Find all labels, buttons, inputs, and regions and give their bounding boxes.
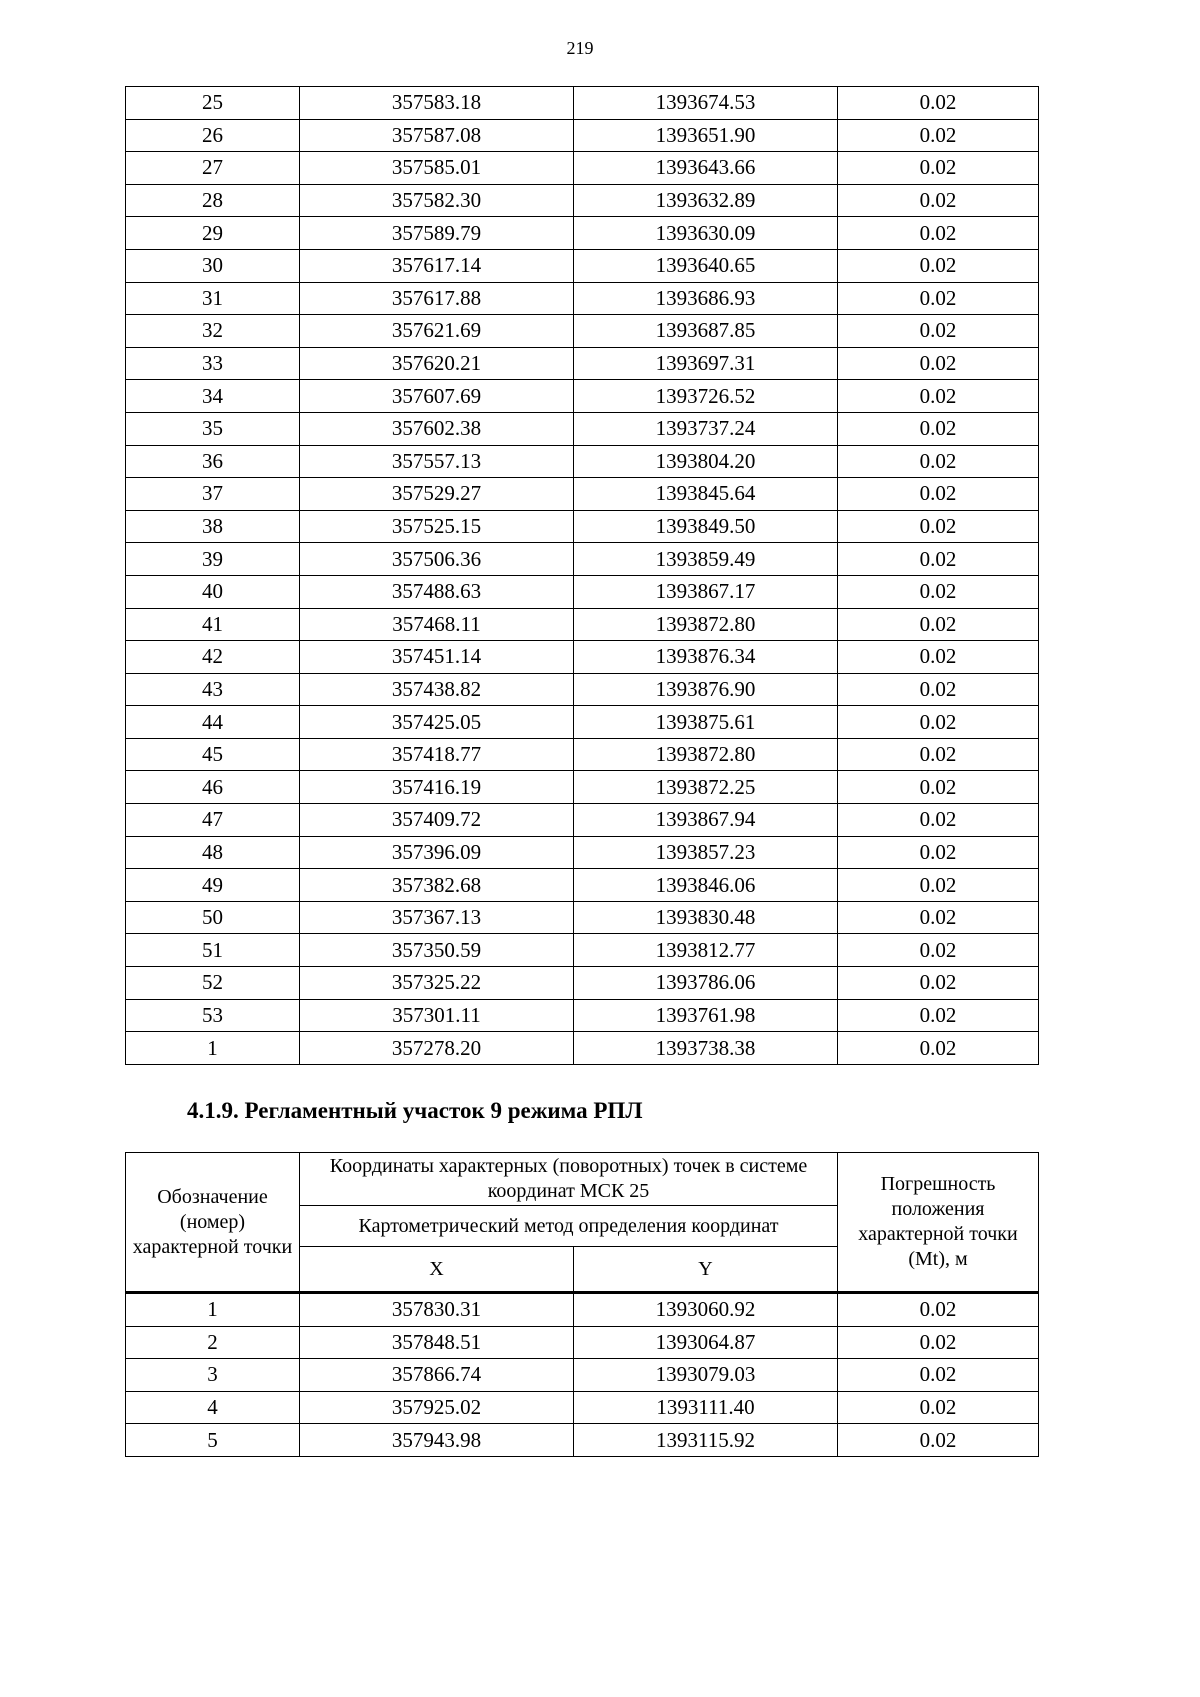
error-cell: 0.02 <box>838 1294 1039 1327</box>
x-coordinate-cell: 357830.31 <box>300 1294 574 1327</box>
x-coordinate-cell: 357416.19 <box>300 771 574 804</box>
x-coordinate-cell: 357617.88 <box>300 282 574 315</box>
table-row <box>126 706 1039 739</box>
error-cell: 0.02 <box>838 804 1039 837</box>
x-coordinate-cell: 357529.27 <box>300 478 574 511</box>
y-coordinate-cell: 1393697.31 <box>574 347 838 380</box>
table-row <box>126 87 1039 120</box>
point-number-cell: 3 <box>126 1359 300 1392</box>
x-coordinate-cell: 357621.69 <box>300 315 574 348</box>
x-coordinate-cell: 357557.13 <box>300 445 574 478</box>
point-number-cell: 26 <box>126 119 300 152</box>
error-cell: 0.02 <box>838 1391 1039 1424</box>
table-row <box>126 934 1039 967</box>
y-coordinate-cell: 1393115.92 <box>574 1424 838 1457</box>
y-coordinate-cell: 1393630.09 <box>574 217 838 250</box>
error-cell: 0.02 <box>838 184 1039 217</box>
point-number-cell: 27 <box>126 152 300 185</box>
point-number-cell: 39 <box>126 543 300 576</box>
y-coordinate-cell: 1393872.80 <box>574 608 838 641</box>
table-row <box>126 836 1039 869</box>
error-cell: 0.02 <box>838 347 1039 380</box>
point-number-cell: 50 <box>126 901 300 934</box>
table-row <box>126 543 1039 576</box>
table-row <box>126 1359 1039 1392</box>
error-cell: 0.02 <box>838 315 1039 348</box>
point-number-cell: 43 <box>126 673 300 706</box>
point-number-cell: 51 <box>126 934 300 967</box>
error-cell: 0.02 <box>838 412 1039 445</box>
x-coordinate-cell: 357425.05 <box>300 706 574 739</box>
point-number-cell: 29 <box>126 217 300 250</box>
table-row <box>126 869 1039 902</box>
error-cell: 0.02 <box>838 445 1039 478</box>
point-number-cell: 45 <box>126 738 300 771</box>
table-row <box>126 804 1039 837</box>
error-header: Погрешность положения характерной точки (Mt), м <box>838 1153 1039 1293</box>
x-coordinate-cell: 357617.14 <box>300 249 574 282</box>
point-designation-header: Обозначение (номер) характерной точки <box>126 1153 300 1293</box>
error-cell: 0.02 <box>838 673 1039 706</box>
table-row <box>126 771 1039 804</box>
error-cell: 0.02 <box>838 282 1039 315</box>
coordinates-system-header: Координаты характерных (поворотных) точек в системе координат МСК 25 <box>300 1153 838 1206</box>
x-coordinate-cell: 357325.22 <box>300 967 574 1000</box>
y-column-header: Y <box>574 1247 838 1293</box>
table-row <box>126 1032 1039 1065</box>
table-row <box>126 445 1039 478</box>
x-coordinate-cell: 357382.68 <box>300 869 574 902</box>
coordinates-table-header <box>125 1152 1039 1293</box>
point-number-cell: 4 <box>126 1391 300 1424</box>
page-number: 219 <box>566 38 594 58</box>
point-number-cell: 46 <box>126 771 300 804</box>
error-cell: 0.02 <box>838 380 1039 413</box>
table-row <box>126 510 1039 543</box>
y-coordinate-cell: 1393867.94 <box>574 804 838 837</box>
point-number-cell: 49 <box>126 869 300 902</box>
error-cell: 0.02 <box>838 1326 1039 1359</box>
y-coordinate-cell: 1393737.24 <box>574 412 838 445</box>
y-coordinate-cell: 1393849.50 <box>574 510 838 543</box>
coordinates-table-continued <box>125 86 1039 1065</box>
error-cell: 0.02 <box>838 249 1039 282</box>
y-coordinate-cell: 1393111.40 <box>574 1391 838 1424</box>
y-coordinate-cell: 1393812.77 <box>574 934 838 967</box>
table-row <box>126 478 1039 511</box>
table-row <box>126 217 1039 250</box>
x-coordinate-cell: 357506.36 <box>300 543 574 576</box>
y-coordinate-cell: 1393857.23 <box>574 836 838 869</box>
point-number-cell: 44 <box>126 706 300 739</box>
y-coordinate-cell: 1393064.87 <box>574 1326 838 1359</box>
y-coordinate-cell: 1393726.52 <box>574 380 838 413</box>
x-coordinate-cell: 357301.11 <box>300 999 574 1032</box>
y-coordinate-cell: 1393846.06 <box>574 869 838 902</box>
y-coordinate-cell: 1393761.98 <box>574 999 838 1032</box>
point-number-cell: 25 <box>126 87 300 120</box>
x-coordinate-cell: 357866.74 <box>300 1359 574 1392</box>
error-cell: 0.02 <box>838 217 1039 250</box>
y-coordinate-cell: 1393867.17 <box>574 575 838 608</box>
x-coordinate-cell: 357620.21 <box>300 347 574 380</box>
table-row <box>126 412 1039 445</box>
point-number-cell: 34 <box>126 380 300 413</box>
y-coordinate-cell: 1393872.25 <box>574 771 838 804</box>
x-coordinate-cell: 357367.13 <box>300 901 574 934</box>
y-coordinate-cell: 1393640.65 <box>574 249 838 282</box>
y-coordinate-cell: 1393686.93 <box>574 282 838 315</box>
x-coordinate-cell: 357350.59 <box>300 934 574 967</box>
y-coordinate-cell: 1393079.03 <box>574 1359 838 1392</box>
error-cell: 0.02 <box>838 869 1039 902</box>
y-coordinate-cell: 1393875.61 <box>574 706 838 739</box>
table-row <box>126 967 1039 1000</box>
error-cell: 0.02 <box>838 738 1039 771</box>
error-cell: 0.02 <box>838 771 1039 804</box>
x-coordinate-cell: 357451.14 <box>300 641 574 674</box>
y-coordinate-cell: 1393687.85 <box>574 315 838 348</box>
point-number-cell: 47 <box>126 804 300 837</box>
point-number-cell: 42 <box>126 641 300 674</box>
point-number-cell: 41 <box>126 608 300 641</box>
table-row <box>126 738 1039 771</box>
error-cell: 0.02 <box>838 967 1039 1000</box>
table-row <box>126 249 1039 282</box>
x-coordinate-cell: 357438.82 <box>300 673 574 706</box>
error-cell: 0.02 <box>838 706 1039 739</box>
point-number-cell: 52 <box>126 967 300 1000</box>
x-coordinate-cell: 357396.09 <box>300 836 574 869</box>
y-coordinate-cell: 1393674.53 <box>574 87 838 120</box>
point-number-cell: 30 <box>126 249 300 282</box>
table-row <box>126 673 1039 706</box>
error-cell: 0.02 <box>838 87 1039 120</box>
error-cell: 0.02 <box>838 1032 1039 1065</box>
error-cell: 0.02 <box>838 119 1039 152</box>
x-coordinate-cell: 357488.63 <box>300 575 574 608</box>
error-cell: 0.02 <box>838 999 1039 1032</box>
y-coordinate-cell: 1393738.38 <box>574 1032 838 1065</box>
point-number-cell: 1 <box>126 1294 300 1327</box>
error-cell: 0.02 <box>838 1359 1039 1392</box>
x-coordinate-cell: 357607.69 <box>300 380 574 413</box>
x-column-header: X <box>300 1247 574 1293</box>
x-coordinate-cell: 357525.15 <box>300 510 574 543</box>
x-coordinate-cell: 357943.98 <box>300 1424 574 1457</box>
point-number-cell: 35 <box>126 412 300 445</box>
x-coordinate-cell: 357848.51 <box>300 1326 574 1359</box>
x-coordinate-cell: 357589.79 <box>300 217 574 250</box>
x-coordinate-cell: 357583.18 <box>300 87 574 120</box>
y-coordinate-cell: 1393643.66 <box>574 152 838 185</box>
x-coordinate-cell: 357587.08 <box>300 119 574 152</box>
error-cell: 0.02 <box>838 510 1039 543</box>
table-row <box>126 347 1039 380</box>
table-row <box>126 152 1039 185</box>
y-coordinate-cell: 1393876.34 <box>574 641 838 674</box>
y-coordinate-cell: 1393845.64 <box>574 478 838 511</box>
table-row <box>126 999 1039 1032</box>
error-cell: 0.02 <box>838 543 1039 576</box>
x-coordinate-cell: 357468.11 <box>300 608 574 641</box>
error-cell: 0.02 <box>838 641 1039 674</box>
error-cell: 0.02 <box>838 152 1039 185</box>
error-cell: 0.02 <box>838 575 1039 608</box>
table-row <box>126 119 1039 152</box>
point-number-cell: 37 <box>126 478 300 511</box>
point-number-cell: 5 <box>126 1424 300 1457</box>
x-coordinate-cell: 357925.02 <box>300 1391 574 1424</box>
point-number-cell: 31 <box>126 282 300 315</box>
y-coordinate-cell: 1393786.06 <box>574 967 838 1000</box>
x-coordinate-cell: 357602.38 <box>300 412 574 445</box>
section-heading: 4.1.9. Регламентный участок 9 режима РПЛ <box>187 1098 643 1123</box>
x-coordinate-cell: 357409.72 <box>300 804 574 837</box>
table-row <box>126 901 1039 934</box>
coordinates-table-9 <box>125 1293 1039 1457</box>
point-number-cell: 48 <box>126 836 300 869</box>
point-number-cell: 53 <box>126 999 300 1032</box>
method-header: Картометрический метод определения координат <box>300 1206 838 1247</box>
point-number-cell: 28 <box>126 184 300 217</box>
x-coordinate-cell: 357418.77 <box>300 738 574 771</box>
y-coordinate-cell: 1393651.90 <box>574 119 838 152</box>
table-row <box>126 608 1039 641</box>
error-cell: 0.02 <box>838 901 1039 934</box>
y-coordinate-cell: 1393872.80 <box>574 738 838 771</box>
error-cell: 0.02 <box>838 478 1039 511</box>
y-coordinate-cell: 1393830.48 <box>574 901 838 934</box>
table-row <box>126 184 1039 217</box>
point-number-cell: 1 <box>126 1032 300 1065</box>
point-number-cell: 36 <box>126 445 300 478</box>
error-cell: 0.02 <box>838 934 1039 967</box>
y-coordinate-cell: 1393876.90 <box>574 673 838 706</box>
x-coordinate-cell: 357582.30 <box>300 184 574 217</box>
table-row <box>126 1326 1039 1359</box>
table-row <box>126 315 1039 348</box>
error-cell: 0.02 <box>838 836 1039 869</box>
y-coordinate-cell: 1393060.92 <box>574 1294 838 1327</box>
error-cell: 0.02 <box>838 1424 1039 1457</box>
point-number-cell: 40 <box>126 575 300 608</box>
point-number-cell: 33 <box>126 347 300 380</box>
point-number-cell: 2 <box>126 1326 300 1359</box>
y-coordinate-cell: 1393804.20 <box>574 445 838 478</box>
y-coordinate-cell: 1393859.49 <box>574 543 838 576</box>
table-row <box>126 282 1039 315</box>
table-row <box>126 1424 1039 1457</box>
x-coordinate-cell: 357278.20 <box>300 1032 574 1065</box>
table-row <box>126 1391 1039 1424</box>
error-cell: 0.02 <box>838 608 1039 641</box>
x-coordinate-cell: 357585.01 <box>300 152 574 185</box>
table-row <box>126 641 1039 674</box>
point-number-cell: 38 <box>126 510 300 543</box>
table-row <box>126 1294 1039 1327</box>
table-row <box>126 380 1039 413</box>
point-number-cell: 32 <box>126 315 300 348</box>
y-coordinate-cell: 1393632.89 <box>574 184 838 217</box>
table-row <box>126 575 1039 608</box>
